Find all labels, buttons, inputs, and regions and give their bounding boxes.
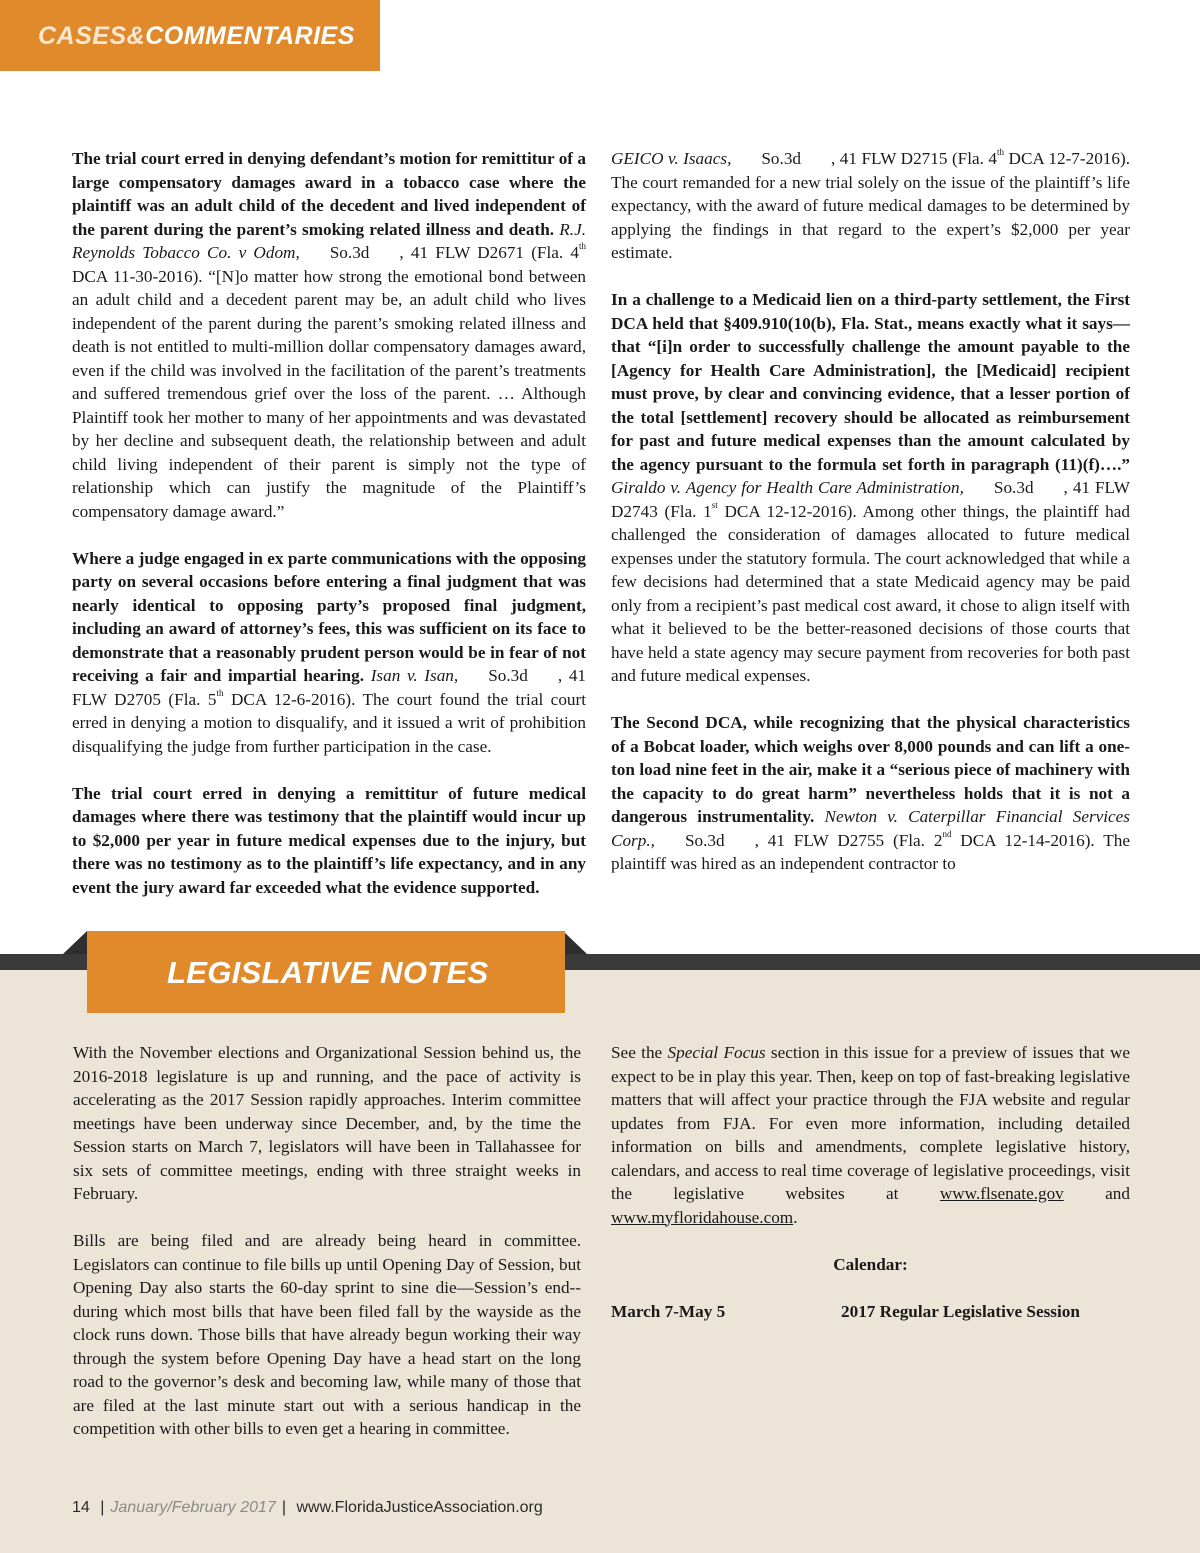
case-name: GEICO v. Isaacs, <box>611 149 732 168</box>
paragraph: With the November elections and Organizational Session behind us, the 2016-2018 legislature is up and running, and the pace of activity is accelerating as the 2017 Session rapidly approaches. Interim committee meetings have been underway since December, and, by the time the Session starts on March 7, legislators will have been in Tallahassee for six sets of committee meetings, ending with three straight weeks in February. <box>73 1043 581 1203</box>
tab-corner-right <box>563 931 587 954</box>
flsenate-link[interactable]: www.flsenate.gov <box>939 1184 1064 1203</box>
cases-column-right <box>611 147 1130 899</box>
issue-date: January/February 2017 <box>110 1499 276 1516</box>
section-title: CASES&COMMENTARIES <box>38 22 355 50</box>
myfloridahouse-link[interactable]: www.myfloridahouse.com <box>611 1207 794 1227</box>
case-name: R.J. Reynolds Tobacco Co. v Odom, <box>72 219 587 262</box>
case-name: Giraldo v. Agency for Health Care Administration, <box>611 478 964 497</box>
case-entry-continuation: GEICO v. Isaacs, So.3d , 41 FLW D2715 (Fla. 4th DCA 12-7-2016). The court remanded for a new trial solely on the issue of the plaintiff’s life expectancy, with the award of future medical damages to be determined by applying the findings in that regard to the expert’s $2,000 per year estimate. <box>611 147 1130 262</box>
case-entry: In a challenge to a Medicaid lien on a third-party settlement, the First DCA held that §409.910(10(b), Fla. Stat., means exactly what it says—that “[i]n order to successfully challenge the amount payable to the [Agency for Health Care Administration], the [Medicaid] recipient must prove, by clear and convincing evidence, that a lesser portion of the total [settlement] recovery should be allocated as reimbursement for past and future medical expenses than the amount calculated by the agency pursuant to the formula set forth in paragraph (11)(f)….” Giraldo v. Agency for Health Care Administration, So.3d , 41 FLW D2743 (Fla. 1st DCA 12-12-2016). Among other things, the plaintiff had challenged the consideration of damages allocated to future medical expenses under the statutory formula. The court acknowledged that while a few decisions had determined that a state Medicaid agency may be paid only from a recipient’s past medical cost award, it chose to align itself with what it believed to be the better-reasoned decisions of those courts that have held a state agency may secure payment from recoveries for both past and future medical expenses. <box>611 290 1130 685</box>
website-link[interactable]: www.FloridaJusticeAssociation.org <box>296 1499 543 1516</box>
calendar-title: Calendar: <box>833 1254 908 1274</box>
tab-corner-left <box>63 931 87 954</box>
section-header-tab <box>0 0 380 71</box>
paragraph: See the Special Focus section in this issue for a preview of issues that we expect to be in play this year. Then, keep on top of fast-breaking legislative matters that will affect your practice through the FJA website and regular updates from FJA. For even more information, including detailed information on bills and amendments, complete legislative history, calendars, and access to real time coverage of legislative proceedings, visit the legislative websites at www.flsenate.gov and www.myfloridahouse.com. <box>611 1043 1130 1227</box>
cases-column-left <box>72 147 586 923</box>
case-entry: The Second DCA, while recognizing that the physical characteristics of a Bobcat loader, which weighs over 8,000 pounds and can lift a one-ton load nine feet in the air, make it a “serious piece of machinery with the capacity to do great harm” nevertheless holds that it is not a dangerous instrumentality. Newton v. Caterpillar Financial Services Corp., So.3d , 41 FLW D2755 (Fla. 2nd DCA 12-14-2016). The plaintiff was hired as an independent contractor to <box>611 713 1130 873</box>
case-name: Newton v. Caterpillar Financial Services Corp., <box>611 807 1130 850</box>
calendar-dates: March 7-May 5 <box>611 1301 726 1321</box>
calendar-event: 2017 Regular Legislative Session <box>841 1301 1080 1321</box>
legislative-column-left <box>73 1041 581 1464</box>
paragraph: Bills are being filed and are already being heard in committee. Legislators can continue to file bills up until Opening Day of Session, but Opening Day also starts the 60-day sprint to sine die—Session’s end--during which most bills that have been filed fall by the wayside as the clock runs down. Those bills that have already begun working their way through the system before Opening Day have a head start on the long road to the governor’s desk and becoming law, while many of those that are filed at the last minute start out with a serious handicap in the competition with other bills to even get a hearing in committee. <box>73 1231 581 1438</box>
page-number: 14 <box>72 1499 90 1516</box>
case-entry: The trial court erred in denying defendant’s motion for remittitur of a large compensatory damages award in a tobacco case where the plaintiff was an adult child of the decedent and lived independent of the parent during the parent’s smoking related illness and death. R.J. Reynolds Tobacco Co. v Odom, So.3d , 41 FLW D2671 (Fla. 4th DCA 11-30-2016). “[N]o matter how strong the emotional bond between an adult child and a decedent parent may be, an adult child who lives independent of the parent during the parent’s smoking related illness and death is not entitled to multi-million dollar compensatory damages award, even if the child was involved in the facilitation of the parent’s treatments and suffered tremendous grief over the loss of the parent. … Although Plaintiff took her mother to many of her appointments and was devastated by her decline and subsequent death, the relationship between and adult child living independent of their parent is simply not the type of relationship which can justify the magnitude of the Plaintiff’s compensatory damage award.” <box>72 149 587 521</box>
legislative-notes-heading: LEGISLATIVE NOTES <box>167 955 489 990</box>
case-entry: Where a judge engaged in ex parte communications with the opposing party on several occasions before entering a final judgment that was nearly identical to opposing party’s proposed final judgment, including an award of attorney’s fees, this was sufficient on its face to demonstrate that a reasonably prudent person would be in fear of not receiving a fair and impartial hearing. Isan v. Isan, So.3d , 41 FLW D2705 (Fla. 5th DCA 12-6-2016). The court found the trial court erred in denying a motion to disqualify, and it issued a writ of prohibition disqualifying the judge from further participation in the case. <box>72 548 587 756</box>
legislative-column-right <box>611 1041 1130 1323</box>
case-name: Isan v. Isan, <box>370 666 459 685</box>
case-entry-continued: The trial court erred in denying a remittitur of future medical damages where there was testimony that the plaintiff would incur up to $2,000 per year in future medical expenses due to the injury, but there was no testimony as to the plaintiff’s life expectancy, and in any event the jury award far exceeded what the evidence supported. <box>72 783 586 897</box>
page-footer: 14 | January/February 2017 | www.FloridaJusticeAssociation.org <box>72 1499 543 1516</box>
legislative-notes-tab <box>87 931 565 1013</box>
calendar-row <box>611 1300 1130 1324</box>
